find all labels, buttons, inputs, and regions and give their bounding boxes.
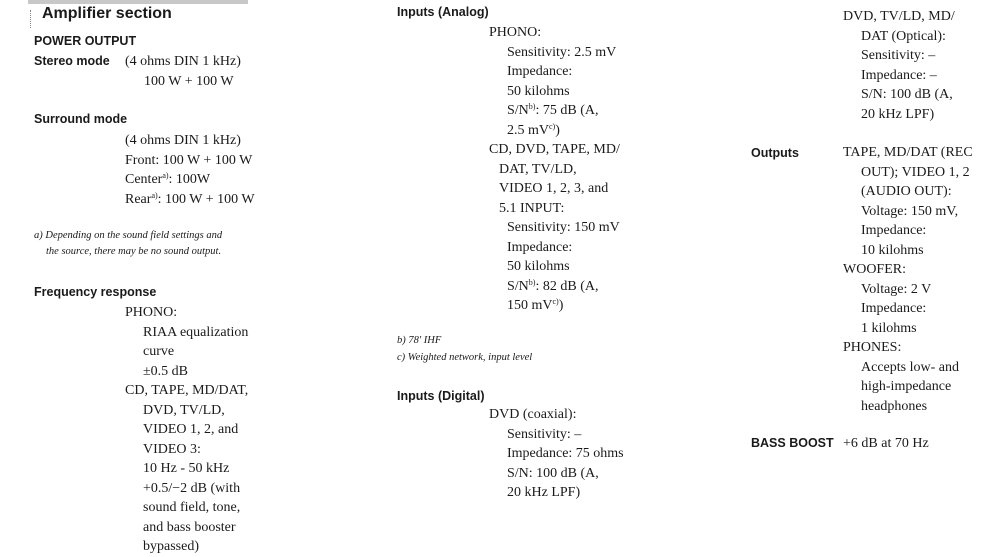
sn-value: : 82 dB (A, [535, 278, 599, 294]
cd-detail-line: Sensitivity: 150 mV [507, 220, 620, 235]
cd-line: VIDEO 1, 2, 3, and [499, 181, 609, 196]
power-output-heading: POWER OUTPUT [34, 34, 137, 48]
phones-line: Accepts low- and [861, 359, 959, 375]
optical-detail-line: Sensitivity: – [861, 48, 936, 63]
surround-line: Front: 100 W + 100 W [125, 152, 253, 168]
phono-line: Impedance: [507, 64, 573, 79]
freq-cd-line: bypassed) [143, 539, 199, 554]
freq-cd-line: +0.5/−2 dB (with [143, 480, 241, 496]
phono-sn-line [489, 101, 620, 121]
footnote-a-line: the source, there may be no sound output. [46, 246, 222, 257]
freq-cd-line: 10 Hz - 50 kHz [143, 461, 230, 476]
bass-boost-label: BASS BOOST [751, 436, 834, 450]
phono-line: Sensitivity: 2.5 mV [507, 44, 617, 60]
freq-cd-line: sound field, tone, [143, 500, 241, 515]
footnote-ref: b) [528, 102, 536, 111]
footnote-c: c) Weighted network, input level [397, 352, 533, 363]
section-title: Amplifier section [42, 5, 172, 22]
sn-close: ) [558, 298, 564, 313]
cd-detail-line: 50 kilohms [507, 259, 570, 274]
footnote-a-line: a) Depending on the sound field settings and [34, 230, 223, 241]
surround-mode-values [125, 131, 255, 209]
optical-detail-line: Impedance: – [861, 67, 937, 83]
outputs-line: TAPE, MD/DAT (REC [843, 145, 973, 160]
sn-label: S/N [507, 278, 529, 294]
cd-sn-line [489, 296, 620, 316]
woofer-line: Impedance: [861, 301, 927, 316]
frequency-response-label: Frequency response [34, 285, 157, 299]
optical-input-values [843, 7, 955, 124]
sn-level: 150 mV [507, 298, 553, 313]
rear-line [125, 190, 255, 210]
phones-label: PHONES: [843, 340, 902, 355]
center-label: Center [125, 172, 163, 187]
cd-line: DAT, TV/LD, [499, 161, 577, 177]
cd-detail-line: Impedance: [507, 239, 573, 255]
sn-value: : 75 dB (A, [535, 103, 599, 118]
phones-line: high-impedance [861, 379, 952, 394]
freq-phono-label: PHONO: [125, 305, 178, 320]
title-shade [28, 0, 248, 4]
outputs-line: 10 kilohms [861, 242, 924, 258]
outputs-line: Impedance: [861, 223, 927, 238]
footnote-a [34, 228, 222, 260]
rear-value: : 100 W + 100 W [157, 191, 255, 207]
center-line [125, 170, 255, 190]
woofer-line: Voltage: 2 V [861, 281, 932, 297]
optical-detail-line: 20 kHz LPF) [861, 106, 935, 122]
optical-detail-line: S/N: 100 dB (A, [861, 87, 953, 102]
stereo-line: (4 ohms DIN 1 kHz) [125, 54, 241, 69]
sn-close: ) [555, 122, 560, 138]
optical-line: DVD, TV/LD, MD/ [843, 9, 955, 24]
freq-cd-line: DVD, TV/LD, [143, 402, 225, 418]
outputs-line: Voltage: 150 mV, [861, 203, 959, 219]
woofer-label: WOOFER: [843, 262, 906, 277]
title-marker [30, 10, 34, 28]
dvd-coax-line: 20 kHz LPF) [507, 485, 581, 500]
inputs-analog-label: Inputs (Analog) [397, 5, 489, 19]
dvd-coax-label: DVD (coaxial): [489, 407, 577, 422]
stereo-mode-label: Stereo mode [34, 54, 110, 68]
cd-line: 5.1 INPUT: [499, 200, 565, 216]
outputs-label: Outputs [751, 146, 799, 160]
rear-label: Rear [125, 191, 152, 207]
outputs-values [843, 143, 973, 416]
freq-phono-line: curve [143, 344, 175, 359]
freq-cd-line: CD, TAPE, MD/DAT, [125, 383, 249, 398]
surround-mode-label: Surround mode [34, 112, 128, 126]
footnote-b: b) 78' IHF [397, 335, 442, 346]
freq-cd-line: VIDEO 1, 2, and [143, 422, 239, 437]
stereo-mode-values [125, 52, 241, 91]
dvd-coax-line: S/N: 100 dB (A, [507, 465, 599, 481]
inputs-digital-values [489, 405, 624, 503]
phono-line: 50 kilohms [507, 83, 570, 99]
cd-line: CD, DVD, TAPE, MD/ [489, 142, 620, 157]
inputs-analog-values [489, 23, 620, 316]
dvd-coax-line: Sensitivity: – [507, 426, 582, 442]
freq-phono-line: RIAA equalization [143, 324, 249, 340]
freq-phono-line: ±0.5 dB [143, 363, 189, 379]
center-value: : 100W [168, 172, 211, 187]
surround-line: (4 ohms DIN 1 kHz) [125, 133, 241, 148]
woofer-line: 1 kilohms [861, 320, 917, 336]
cd-sn-line [489, 277, 620, 297]
footnote-ref: c) [552, 297, 559, 306]
bass-boost-value: +6 dB at 70 Hz [843, 436, 929, 451]
dvd-coax-line: Impedance: 75 ohms [507, 446, 624, 461]
footnote-ref: a) [151, 190, 158, 200]
freq-cd-line: and bass booster [143, 519, 236, 535]
footnote-ref: c) [549, 121, 556, 131]
sn-level: 2.5 mV [507, 122, 549, 138]
phono-label: PHONO: [489, 25, 542, 40]
frequency-response-values [125, 303, 248, 557]
footnote-ref: a) [162, 171, 169, 180]
sn-label: S/N [507, 103, 529, 118]
inputs-digital-label: Inputs (Digital) [397, 389, 485, 403]
optical-line: DAT (Optical): [861, 28, 946, 44]
footnote-ref: b) [528, 277, 536, 287]
stereo-line: 100 W + 100 W [144, 73, 234, 89]
phones-line: headphones [861, 398, 928, 414]
outputs-line: OUT); VIDEO 1, 2 [861, 164, 970, 180]
freq-cd-line: VIDEO 3: [143, 441, 201, 457]
phono-sn-line [489, 121, 620, 141]
outputs-line: (AUDIO OUT): [861, 184, 952, 199]
